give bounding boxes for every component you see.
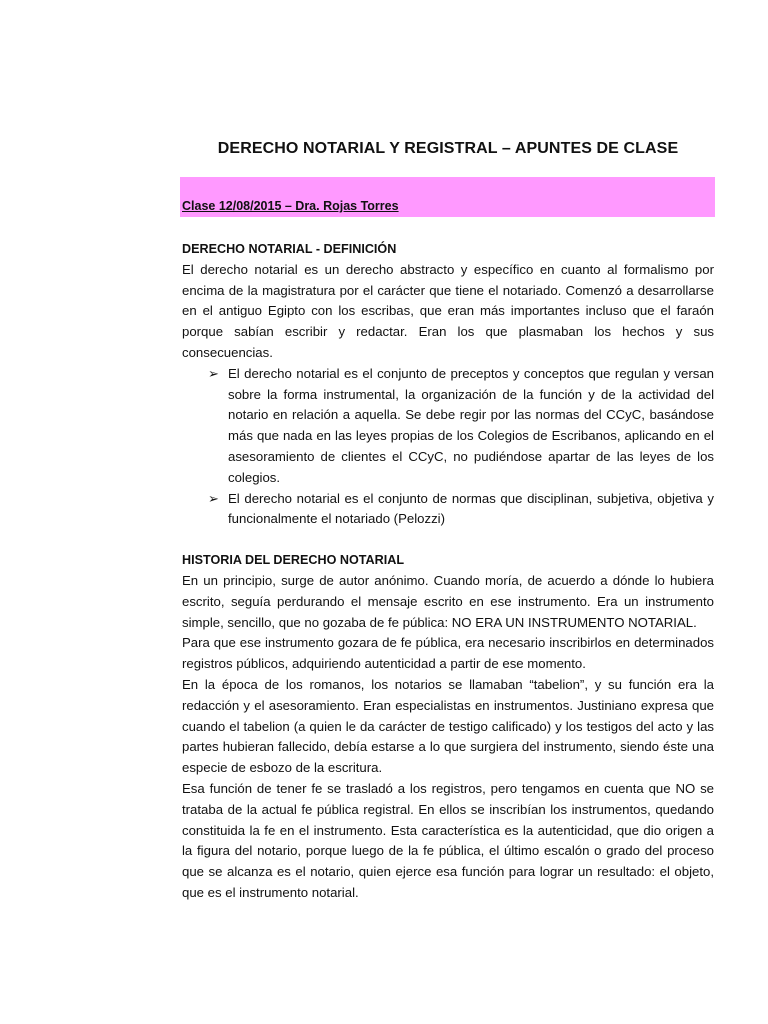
document-body — [182, 239, 714, 904]
paragraph-historia-4: Esa función de tener fe se trasladó a los registros, pero tengamos en cuenta que NO se trataba de la actual fe pública registral. En ellos se inscribían los instrumentos, quedando constituida la fe en el instrumento. Esta característica es la autenticidad, que dio origen a la figura del notario, porque luego de la fe pública, el último escalón o grado del proceso que se alcanza es el notario, quien ejerce esa función para lograr un resultado: el objeto, que es el instrumento notarial. — [182, 780, 714, 900]
section-heading-historia: HISTORIA DEL DERECHO NOTARIAL — [182, 553, 405, 568]
section-heading-definicion: DERECHO NOTARIAL - DEFINICIÓN — [182, 242, 397, 256]
paragraph-historia-1: En un principio, surge de autor anónimo. Cuando moría, de acuerdo a dónde lo hubiera escrito, seguía perdurando el mensaje escrito en ese instrumento. Era un instrumento simple, sencillo, que no gozaba de fe pública: NO ERA UN INSTRUMENTO NOTARIAL. — [182, 572, 714, 630]
list-item — [182, 489, 714, 531]
list-item — [182, 364, 714, 489]
arrow-bullet-icon: ➢ — [208, 365, 219, 381]
list-item-text: El derecho notarial es el conjunto de preceptos y conceptos que regulan y versan sobre la forma instrumental, la organización de la función y de la actividad del notario en relación a aquella. Se debe regir por las normas del CCyC, basándose más que nada en las leyes propias de los Colegios de Escribanos, aplicando en el asesoramiento de clientes el CCyC, no pudiéndose apartar de las leyes de los colegios. — [228, 365, 714, 485]
paragraph-historia-3: En la época de los romanos, los notarios se llamaban “tabelion”, y su función era la redacción y el asesoramiento. Eran especialistas en instrumentos. Justiniano expresa que cuando el tabelion (a quien le da carácter de testigo calificado) y los testigos del acto y las partes hubieran fallecido, debía estarse a lo que surgiera del instrumento, siendo éste una especie de esbozo de la escritura. — [182, 676, 714, 776]
list-item-text: El derecho notarial es el conjunto de normas que disciplinan, subjetiva, objetiva y funcionalmente el notariado (Pelozzi) — [228, 490, 714, 527]
paragraph-historia-2: Para que ese instrumento gozara de fe pública, era necesario inscribirlos en determinados registros públicos, adquiriendo autenticidad a partir de ese momento. — [182, 635, 714, 672]
spacer — [182, 530, 714, 550]
document-title: DERECHO NOTARIAL Y REGISTRAL – APUNTES DE CLASE — [217, 140, 679, 157]
class-date-line: Clase 12/08/2015 – Dra. Rojas Torres — [182, 199, 399, 213]
class-highlight-banner — [180, 177, 715, 217]
arrow-bullet-icon: ➢ — [208, 490, 219, 506]
bullet-list — [182, 364, 714, 530]
paragraph-definicion: El derecho notarial es un derecho abstracto y específico en cuanto al formalismo por encima de la magistratura por el carácter que tiene el notariado. Comenzó a desarrollarse en el antiguo Egipto con los escribas, que eran más importantes incluso que el faraón porque sabían escribir y redactar. Eran los que plasmaban los hechos y sus consecuencias. — [182, 261, 714, 360]
